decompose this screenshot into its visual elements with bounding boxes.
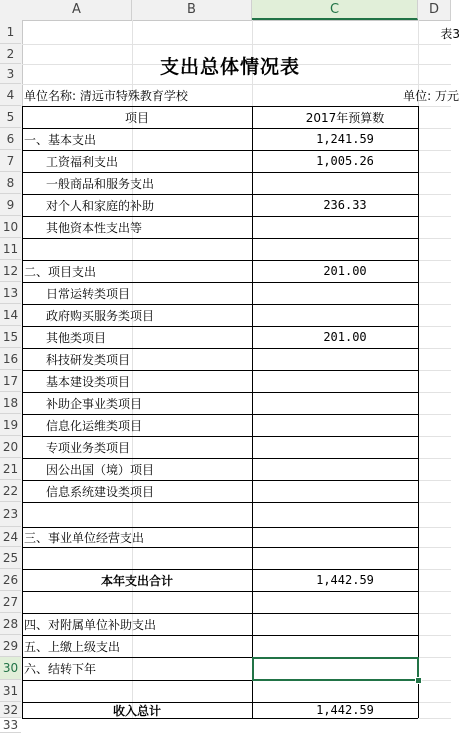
table-border bbox=[22, 348, 418, 349]
row-header-29[interactable]: 29 bbox=[0, 635, 21, 657]
row-value-26: 1,442.59 bbox=[316, 573, 374, 587]
table-border bbox=[22, 718, 418, 719]
row-header-12[interactable]: 12 bbox=[0, 260, 21, 282]
cell-grid[interactable] bbox=[22, 20, 460, 718]
row-value-11 bbox=[252, 238, 438, 260]
table-border bbox=[22, 150, 418, 151]
header-budget: 2017年预算数 bbox=[305, 110, 385, 125]
row-value-17 bbox=[252, 370, 438, 392]
row-value-20 bbox=[252, 436, 438, 458]
table-border bbox=[22, 282, 418, 283]
row-label-7: 工资福利支出 bbox=[46, 154, 119, 169]
row-label-26: 本年支出合计 bbox=[100, 573, 173, 588]
table-border bbox=[22, 370, 418, 371]
table-border bbox=[22, 260, 418, 261]
row-value-23 bbox=[252, 502, 438, 527]
table-border bbox=[252, 106, 253, 718]
row-label-13: 日常运转类项目 bbox=[46, 286, 131, 301]
row-label-30: 六、结转下年 bbox=[24, 662, 97, 676]
row-header-2[interactable]: 2 bbox=[0, 44, 21, 64]
row-label-8: 一般商品和服务支出 bbox=[46, 176, 155, 191]
row-header-14[interactable]: 14 bbox=[0, 304, 21, 326]
fill-handle[interactable] bbox=[415, 677, 422, 684]
row-value-15: 201.00 bbox=[323, 330, 367, 344]
row-value-21 bbox=[252, 458, 438, 480]
table-border bbox=[22, 392, 418, 393]
row-header-28[interactable]: 28 bbox=[0, 613, 21, 635]
row-label-15: 其他类项目 bbox=[46, 330, 107, 345]
row-header-23[interactable]: 23 bbox=[0, 502, 21, 527]
table-border bbox=[22, 106, 418, 107]
table-border bbox=[22, 613, 418, 614]
table-border bbox=[22, 238, 418, 239]
row-value-24 bbox=[252, 527, 438, 547]
row-value-12: 201.00 bbox=[323, 264, 367, 278]
row-label-16: 科技研发类项目 bbox=[46, 352, 131, 367]
row-label-23 bbox=[22, 502, 252, 527]
table-border bbox=[418, 106, 419, 718]
row-label-29: 五、上缴上级支出 bbox=[24, 639, 121, 654]
row-header-21[interactable]: 21 bbox=[0, 458, 21, 480]
row-label-25 bbox=[22, 547, 252, 569]
row-label-6: 一、基本支出 bbox=[24, 132, 97, 147]
row-label-32: 收入总计 bbox=[112, 703, 161, 718]
table-number: 表3 bbox=[440, 26, 460, 41]
table-border bbox=[22, 172, 418, 173]
row-value-18 bbox=[252, 392, 438, 414]
table-border bbox=[22, 436, 418, 437]
row-header-22[interactable]: 22 bbox=[0, 480, 21, 502]
table-border bbox=[22, 569, 418, 570]
table-border bbox=[22, 702, 418, 703]
table-border bbox=[22, 458, 418, 459]
row-value-27 bbox=[252, 591, 438, 613]
row-label-19: 信息化运维类项目 bbox=[46, 418, 143, 433]
selected-cell-c30[interactable] bbox=[252, 657, 419, 681]
row-value-9: 236.33 bbox=[323, 198, 367, 212]
row-value-8 bbox=[252, 172, 438, 194]
row-header-32[interactable]: 32 bbox=[0, 702, 21, 718]
table-border bbox=[22, 194, 418, 195]
table-border bbox=[22, 502, 418, 503]
row-label-20: 专项业务类项目 bbox=[46, 440, 131, 455]
row-value-16 bbox=[252, 348, 438, 370]
row-header-4[interactable]: 4 bbox=[0, 84, 21, 106]
row-header-11[interactable]: 11 bbox=[0, 238, 21, 260]
row-value-28 bbox=[252, 613, 438, 635]
table-border bbox=[22, 326, 418, 327]
row-label-18: 补助企事业类项目 bbox=[46, 396, 143, 411]
row-header-9[interactable]: 9 bbox=[0, 194, 21, 216]
table-border bbox=[22, 216, 418, 217]
row-header-17[interactable]: 17 bbox=[0, 370, 21, 392]
row-label-21: 因公出国（境）项目 bbox=[46, 462, 155, 477]
row-header-1[interactable]: 1 bbox=[0, 20, 21, 44]
row-label-28: 四、对附属单位补助支出 bbox=[24, 617, 157, 632]
column-header-bar bbox=[0, 0, 451, 21]
table-border bbox=[22, 547, 418, 548]
row-header-10[interactable]: 10 bbox=[0, 216, 21, 238]
row-value-14 bbox=[252, 304, 438, 326]
row-header-20[interactable]: 20 bbox=[0, 436, 21, 458]
row-value-13 bbox=[252, 282, 438, 304]
table-border bbox=[22, 480, 418, 481]
row-value-32: 1,442.59 bbox=[316, 703, 374, 717]
table-border bbox=[22, 106, 23, 718]
column-header-a[interactable]: A bbox=[22, 0, 132, 20]
row-label-24: 三、事业单位经营支出 bbox=[24, 530, 145, 545]
row-header-13[interactable]: 13 bbox=[0, 282, 21, 304]
row-value-29 bbox=[252, 635, 438, 657]
row-header-3[interactable]: 3 bbox=[0, 64, 21, 84]
row-header-25[interactable]: 25 bbox=[0, 547, 21, 569]
column-header-c[interactable]: C bbox=[252, 0, 418, 20]
row-header-6[interactable]: 6 bbox=[0, 128, 21, 150]
row-header-8[interactable]: 8 bbox=[0, 172, 21, 194]
row-value-22 bbox=[252, 480, 438, 502]
row-header-33[interactable]: 33 bbox=[0, 718, 21, 733]
unit-name-label: 单位名称: 清远市特殊教育学校 bbox=[24, 88, 188, 103]
table-border bbox=[22, 128, 418, 129]
row-header-26[interactable]: 26 bbox=[0, 569, 21, 591]
row-label-14: 政府购买服务类项目 bbox=[46, 308, 155, 323]
row-value-25 bbox=[252, 547, 438, 569]
table-border bbox=[22, 635, 418, 636]
row-header-30[interactable]: 30 bbox=[0, 657, 21, 680]
row-value-7: 1,005.26 bbox=[316, 154, 374, 168]
column-header-b[interactable]: B bbox=[132, 0, 252, 20]
row-label-10: 其他资本性支出等 bbox=[46, 220, 143, 235]
row-header-27[interactable]: 27 bbox=[0, 591, 21, 613]
row-header-19[interactable]: 19 bbox=[0, 414, 21, 436]
row-label-12: 二、项目支出 bbox=[24, 264, 97, 279]
row-value-6: 1,241.59 bbox=[316, 132, 374, 146]
row-value-19 bbox=[252, 414, 438, 436]
sheet-title: 支出总体情况表 bbox=[159, 55, 300, 78]
table-border bbox=[22, 304, 418, 305]
row-value-31 bbox=[252, 680, 438, 702]
row-label-27 bbox=[22, 591, 252, 613]
column-header-d[interactable]: D bbox=[418, 0, 451, 20]
row-header-7[interactable]: 7 bbox=[0, 150, 21, 172]
row-header-31[interactable]: 31 bbox=[0, 680, 21, 702]
table-border bbox=[22, 527, 418, 528]
row-label-17: 基本建设类项目 bbox=[46, 374, 131, 389]
unit-label: 单位: 万元 bbox=[403, 88, 459, 103]
table-border bbox=[22, 591, 418, 592]
row-label-9: 对个人和家庭的补助 bbox=[46, 198, 155, 213]
row-label-11 bbox=[22, 238, 252, 260]
header-item: 项目 bbox=[124, 110, 149, 125]
row-header-24[interactable]: 24 bbox=[0, 527, 21, 547]
table-border bbox=[22, 414, 418, 415]
row-label-31 bbox=[22, 680, 252, 702]
row-header-5[interactable]: 5 bbox=[0, 106, 21, 128]
row-label-22: 信息系统建设类项目 bbox=[46, 484, 155, 499]
row-header-bar bbox=[0, 20, 23, 732]
row-header-18[interactable]: 18 bbox=[0, 392, 21, 414]
row-header-15[interactable]: 15 bbox=[0, 326, 21, 348]
row-value-10 bbox=[252, 216, 438, 238]
row-header-16[interactable]: 16 bbox=[0, 348, 21, 370]
